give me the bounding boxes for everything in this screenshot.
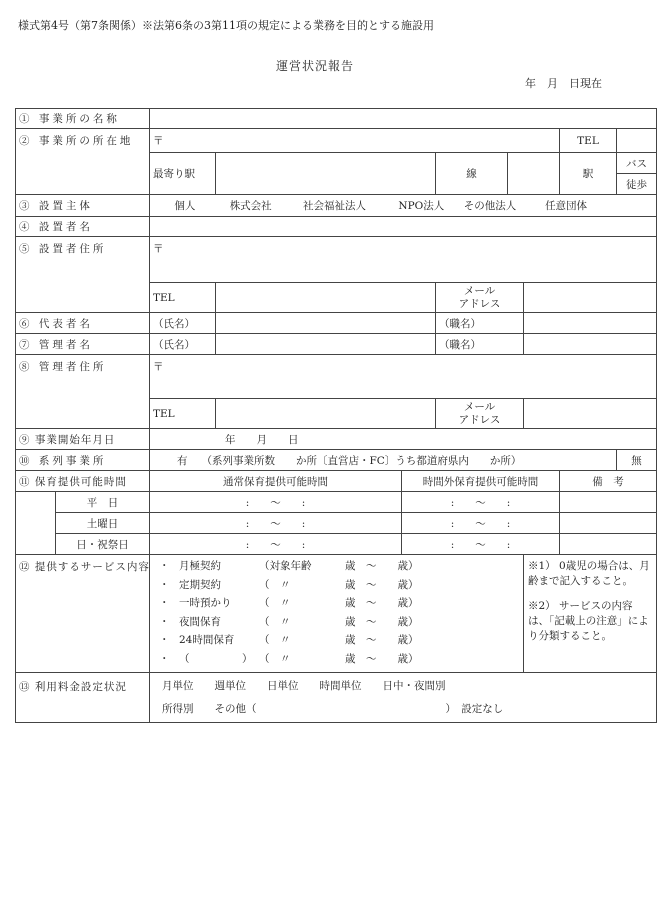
location-tel-field[interactable] <box>617 129 657 153</box>
weekday-normal[interactable]: : 〜 : <box>150 492 402 513</box>
service-item[interactable]: ・ （ ） （ 〃 歳 〜 歳） <box>159 652 419 665</box>
founder-addr-postal[interactable]: 〒 <box>150 237 657 283</box>
rep-name-label: （氏名） <box>150 313 216 334</box>
saturday-normal[interactable]: : 〜 : <box>150 513 402 534</box>
weekday-label: 平 日 <box>56 492 150 513</box>
weekday-extra[interactable]: : 〜 : <box>402 492 560 513</box>
affiliate-detail: （系列事業所数 か所〔直営店・FC〕うち都道府県内 か所） <box>201 454 522 467</box>
founder-name-label: ④ 設置者名 <box>16 217 150 237</box>
hours-col-extra: 時間外保育提供可能時間 <box>402 471 560 492</box>
mgr-title-field[interactable] <box>524 334 657 355</box>
walk-label: 徒歩 <box>617 174 657 195</box>
mgr-label: ⑦ 管理者名 <box>16 334 150 355</box>
location-tel-label: TEL <box>560 129 617 153</box>
rep-name-field[interactable] <box>216 313 436 334</box>
mgr-tel-label: TEL <box>150 399 216 429</box>
services-notes <box>524 555 657 673</box>
founder-addr-label: ⑤ 設置者住所 <box>16 237 150 313</box>
saturday-extra[interactable]: : 〜 : <box>402 513 560 534</box>
note-1: ※1） 0歳児の場合は、月齢まで記入すること。 <box>528 560 650 587</box>
opt-individual[interactable]: 個人 <box>174 200 196 212</box>
hours-col-normal: 通常保育提供可能時間 <box>150 471 402 492</box>
affiliate-yes[interactable]: 有 <box>177 454 188 467</box>
note-2: ※2） サービスの内容は、「記載上の注意」により分類すること。 <box>528 600 649 642</box>
service-item[interactable]: ・ 夜間保育 （ 〃 歳 〜 歳） <box>159 615 419 628</box>
fees-line-2[interactable]: 所得別 その他（ ） 設定なし <box>162 702 504 715</box>
opt-corp[interactable]: 株式会社 <box>229 200 272 212</box>
founder-label: ③ 設置主体 <box>16 195 150 217</box>
station-field[interactable] <box>216 153 436 195</box>
hours-label: ⑪ 保育提供可能時間 <box>16 471 150 492</box>
opt-other[interactable]: その他法人 <box>463 200 517 212</box>
service-item[interactable]: ・ 月極契約 （対象年齢 歳 〜 歳） <box>159 560 419 572</box>
founder-tel-field[interactable] <box>216 283 436 313</box>
founder-tel-label: TEL <box>150 283 216 313</box>
rep-label: ⑥ 代表者名 <box>16 313 150 334</box>
form-header: 様式第4号（第7条関係）※法第6条の3第11項の規定による業務を目的とする施設用 <box>18 19 434 32</box>
holiday-normal[interactable]: : 〜 : <box>150 534 402 555</box>
weekday-notes[interactable] <box>560 492 657 513</box>
fees-options[interactable] <box>150 673 657 723</box>
mgr-title-label: （職名） <box>436 334 524 355</box>
saturday-notes[interactable] <box>560 513 657 534</box>
founder-options[interactable] <box>150 195 657 217</box>
opt-npo[interactable]: NPO法人 <box>398 200 445 212</box>
start-label: ⑨ 事業開始年月日 <box>16 429 150 450</box>
fees-label: ⑬ 利用料金設定状況 <box>16 673 150 723</box>
founder-mail-label: メール アドレス <box>436 283 524 313</box>
line-label: 線 <box>436 153 508 195</box>
eki-label: 駅 <box>560 153 617 195</box>
date-line: 年 月 日現在 <box>525 77 602 90</box>
location-postal[interactable]: 〒 <box>150 129 560 153</box>
opt-welfare[interactable]: 社会福祉法人 <box>303 200 367 212</box>
service-item[interactable]: ・ 24時間保育 （ 〃 歳 〜 歳） <box>159 634 419 646</box>
rep-title-field[interactable] <box>524 313 657 334</box>
hours-col-notes: 備 考 <box>560 471 657 492</box>
service-item[interactable]: ・ 一時預かり （ 〃 歳 〜 歳） <box>159 597 419 609</box>
founder-name-field[interactable] <box>150 217 657 237</box>
form-title: 運営状況報告 <box>275 59 354 73</box>
holiday-label: 日・祝祭日 <box>56 534 150 555</box>
mgr-name-field[interactable] <box>216 334 436 355</box>
saturday-label: 土曜日 <box>56 513 150 534</box>
fees-line-1[interactable]: 月単位 週単位 日単位 時間単位 日中・夜間別 <box>162 679 446 692</box>
services-list[interactable] <box>150 555 524 673</box>
mgr-mail-field[interactable] <box>524 399 657 429</box>
affiliate-field[interactable] <box>150 450 617 471</box>
affiliate-no[interactable]: 無 <box>617 450 657 471</box>
affiliate-label: ⑩ 系列事業所 <box>16 450 150 471</box>
service-item[interactable]: ・ 定期契約 （ 〃 歳 〜 歳） <box>159 578 419 591</box>
opt-voluntary[interactable]: 任意団体 <box>545 200 588 212</box>
start-field[interactable]: 年 月 日 <box>150 429 657 450</box>
mgr-addr-label: ⑧ 管理者住所 <box>16 355 150 429</box>
holiday-notes[interactable] <box>560 534 657 555</box>
rep-title-label: （職名） <box>436 313 524 334</box>
eki-field[interactable] <box>508 153 560 195</box>
mgr-mail-label: メール アドレス <box>436 399 524 429</box>
report-table <box>15 108 657 723</box>
hours-indent <box>16 492 56 555</box>
name-field[interactable] <box>150 109 657 129</box>
mgr-name-label: （氏名） <box>150 334 216 355</box>
bus-label: バス <box>617 153 657 174</box>
station-label: 最寄り駅 <box>150 153 216 195</box>
location-label: ② 事業所の所在地 <box>16 129 150 195</box>
mgr-tel-field[interactable] <box>216 399 436 429</box>
founder-mail-field[interactable] <box>524 283 657 313</box>
name-label: ① 事業所の名称 <box>16 109 150 129</box>
services-label: ⑫ 提供するサービス内容 <box>16 555 150 673</box>
holiday-extra[interactable]: : 〜 : <box>402 534 560 555</box>
mgr-addr-postal[interactable]: 〒 <box>150 355 657 399</box>
